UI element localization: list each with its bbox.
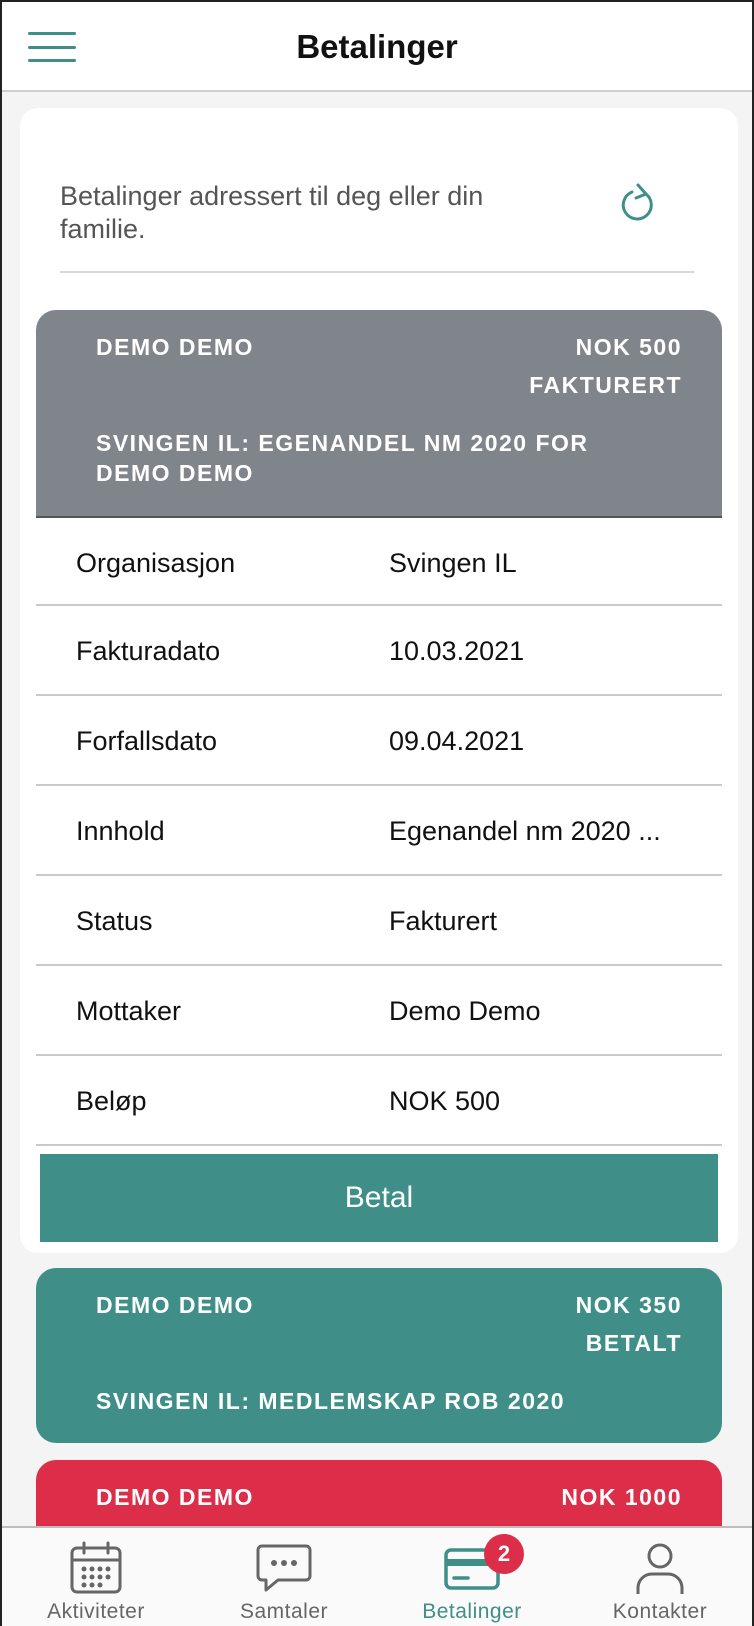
detail-value: 10.03.2021 <box>389 636 525 666</box>
top-bar <box>2 2 752 92</box>
invoice-description: SVINGEN IL: MEDLEMSKAP ROB 2020 <box>96 1388 566 1414</box>
divider <box>60 271 694 273</box>
detail-row-belop <box>36 1056 722 1146</box>
detail-label: Forfallsdato <box>76 726 218 756</box>
notification-badge: 2 <box>484 1534 524 1574</box>
page-title: Betalinger <box>296 28 458 65</box>
invoice-status: FAKTURERT <box>529 372 682 398</box>
invoice-status: BETALT <box>585 1330 682 1356</box>
tab-label: Betalinger <box>422 1600 522 1623</box>
detail-label: Mottaker <box>76 996 182 1026</box>
invoice-amount: NOK 500 <box>575 334 682 360</box>
detail-row-mottaker <box>36 966 722 1056</box>
detail-label: Organisasjon <box>76 548 236 578</box>
calendar-icon <box>66 1540 126 1596</box>
invoice-description: SVINGEN IL: EGENANDEL NM 2020 FOR DEMO DEMO <box>96 430 589 486</box>
detail-label: Innhold <box>76 816 165 846</box>
detail-label: Beløp <box>76 1086 147 1116</box>
invoice-details <box>36 516 722 1146</box>
detail-value: Demo Demo <box>389 996 541 1026</box>
detail-value: Svingen IL <box>389 548 517 578</box>
detail-label: Status <box>76 906 153 936</box>
detail-value: Fakturert <box>389 906 498 936</box>
tab-kontakter[interactable] <box>566 1528 754 1626</box>
tab-aktiviteter[interactable] <box>2 1528 190 1626</box>
detail-row-status <box>36 876 722 966</box>
detail-row-organisasjon <box>36 516 722 606</box>
tab-label: Kontakter <box>612 1600 708 1623</box>
invoice-card-header[interactable] <box>36 1268 722 1443</box>
detail-value: NOK 500 <box>389 1086 501 1116</box>
tab-betalinger[interactable] <box>378 1528 566 1626</box>
detail-row-innhold <box>36 786 722 876</box>
tab-label: Aktiviteter <box>47 1600 145 1623</box>
invoice-recipient: DEMO DEMO <box>96 334 254 360</box>
invoice-card-header[interactable] <box>36 310 722 516</box>
pay-button[interactable]: Betal <box>40 1154 718 1242</box>
tab-samtaler[interactable] <box>190 1528 378 1626</box>
invoice-recipient: DEMO DEMO <box>96 1292 254 1318</box>
detail-row-forfallsdato <box>36 696 722 786</box>
intro-text: Betalinger adressert til deg eller din familie. <box>60 181 484 244</box>
invoice-amount: NOK 1000 <box>561 1484 682 1510</box>
tab-label: Samtaler <box>239 1600 329 1623</box>
detail-label: Fakturadato <box>76 636 221 666</box>
chat-icon <box>254 1540 314 1596</box>
person-icon <box>630 1540 690 1596</box>
detail-row-fakturadato <box>36 606 722 696</box>
invoice-amount: NOK 350 <box>575 1292 682 1318</box>
refresh-icon[interactable] <box>616 182 660 226</box>
invoice-recipient: DEMO DEMO <box>96 1484 254 1510</box>
detail-value: Egenandel nm 2020 ... <box>389 816 661 846</box>
detail-value: 09.04.2021 <box>389 726 525 756</box>
bottom-tab-bar <box>2 1526 752 1626</box>
